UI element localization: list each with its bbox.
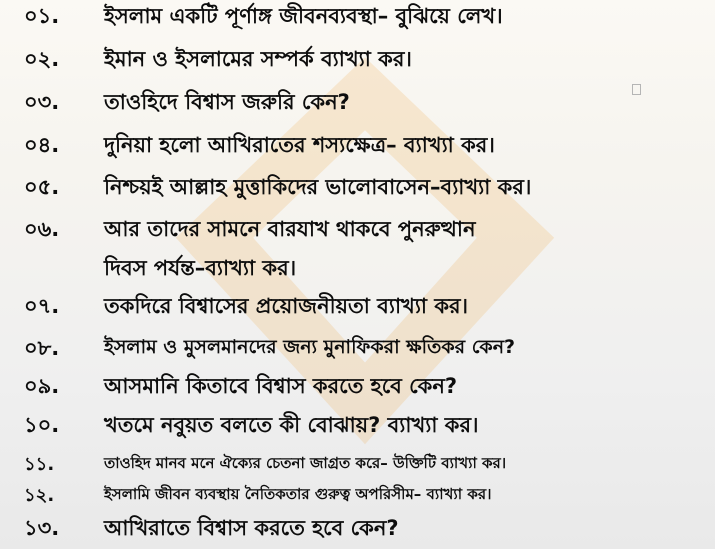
question-number: ০১. (24, 4, 60, 28)
question-text: ইমান ও ইসলামের সম্পর্ক ব্যাখ্যা কর। (104, 47, 412, 71)
question-text: আর তাদের সামনে বারযাখ থাকবে পুনরুত্থান (104, 217, 476, 241)
question-text: ইসলাম ও মুসলমানদের জন্য মুনাফিকরা ক্ষতিকর কেন? (104, 336, 516, 358)
question-number: ০২. (24, 47, 60, 71)
question-number: ১৩. (24, 516, 60, 540)
question-number: ০৬. (24, 217, 60, 241)
question-text: দুনিয়া হলো আখিরাতের শস্যক্ষেত্র– ব্যাখ্যা কর। (104, 133, 495, 157)
question-number: ০৯. (24, 374, 60, 398)
question-number: ০৫. (24, 175, 60, 199)
question-number: ১১. (24, 454, 55, 475)
watermark-diamond-inner (253, 130, 477, 362)
question-text: ইসলাম একটি পূর্ণাঙ্গ জীবনব্যবস্থা– বুঝিয়ে লেখ। (104, 4, 503, 28)
question-number: ১০. (24, 413, 60, 437)
question-text: তাওহিদে বিশ্বাস জরুরি কেন? (104, 90, 350, 114)
question-text: আখিরাতে বিশ্বাস করতে হবে কেন? (104, 516, 399, 540)
question-text: তকদিরে বিশ্বাসের প্রয়োজনীয়তা ব্যাখ্যা কর। (104, 294, 469, 318)
question-number: ০৩. (24, 90, 60, 114)
question-text: নিশ্চয়ই আল্লাহ মুত্তাকিদের ভালোবাসেন–ব্যাখ্যা কর। (104, 175, 532, 199)
question-text: ইসলামি জীবন ব্যবস্থায় নৈতিকতার গুরুত্ব অপরিসীম– ব্যাখ্যা কর। (104, 485, 492, 503)
question-text: খতমে নবুয়ত বলতে কী বোঝায়? ব্যাখ্যা কর। (104, 413, 479, 437)
question-number: ০৭. (24, 294, 60, 318)
question-number: ০৪. (24, 133, 60, 157)
question-text-continuation: দিবস পর্যন্ত–ব্যাখ্যা কর। (104, 256, 297, 280)
question-number: ০৮. (24, 336, 60, 360)
question-text: তাওহিদ মানব মনে ঐক্যের চেতনা জাগ্রত করে– উক্তিটি ব্যাখ্যা কর। (104, 454, 507, 472)
question-number: ১২. (24, 485, 55, 506)
small-square-mark (632, 84, 641, 95)
question-text: আসমানি কিতাবে বিশ্বাস করতে হবে কেন? (104, 374, 458, 398)
